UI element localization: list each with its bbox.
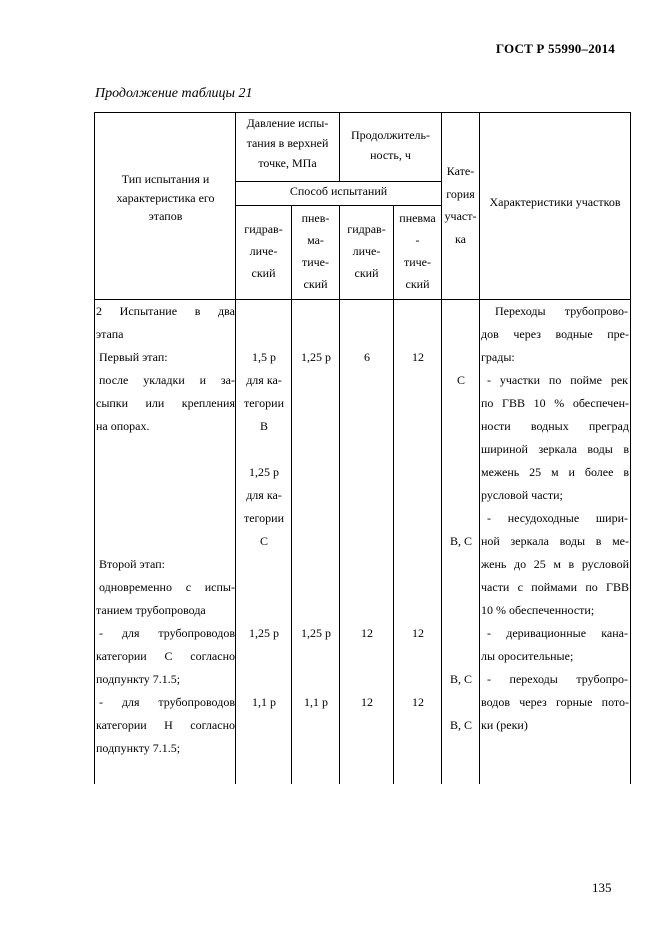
stage-two-item-h: подпункту 7.1.5;: [96, 741, 181, 755]
stage-two-item-h: категории Н согласно: [96, 718, 235, 732]
stage-two-item-h: - для трубопроводов: [99, 695, 235, 709]
stage-one-text: после укладки и за-: [99, 373, 235, 387]
header-test-method: Способ испытаний: [289, 184, 388, 198]
stage-one-label: Первый этап:: [99, 350, 168, 364]
header-test-type: Тип испытания и характеристика его этапов: [116, 172, 215, 223]
category-value: В, С: [449, 718, 472, 732]
header-duration: Продолжитель- ность, ч: [351, 128, 430, 162]
characteristics-text: - переходы трубопро-: [487, 672, 628, 686]
duration-hydraulic-value: 12: [361, 695, 373, 709]
header-pressure-hydraulic: гидрав- личе- ский: [244, 222, 283, 280]
stage-two-text: одновременно с испы-: [99, 580, 235, 594]
pressure-hydraulic-note: тегории: [243, 511, 285, 525]
characteristics-text: по ГВВ 10 % обеспечен-: [481, 396, 629, 410]
header-pressure: Давление испы- тания в верхней точке, МПа: [246, 116, 329, 170]
characteristics-text: лы оросительные;: [481, 649, 574, 663]
characteristics-text: грады:: [481, 350, 515, 364]
duration-hydraulic-value: 6: [364, 350, 370, 364]
page-number: 135: [592, 880, 612, 895]
pressure-hydraulic-note: для ка-: [246, 488, 282, 502]
pressure-hydraulic-note: для ка-: [246, 373, 282, 387]
stage-two-text: танием трубопровода: [96, 603, 206, 617]
characteristics-text: - деривационные кана-: [487, 626, 628, 640]
characteristics-text: русловой части;: [481, 488, 563, 502]
header-duration-hydraulic: гидрав- личе- ский: [347, 222, 386, 280]
stage-two-item-c: подпункту 7.1.5;: [96, 672, 181, 686]
pressure-pneumatic-value: 1,25 р: [301, 350, 331, 364]
characteristics-text: межень 25 м и более в: [481, 465, 629, 479]
characteristics-text: части с поймами по ГВВ: [481, 580, 629, 594]
characteristics-text: жень до 25 м в русловой: [481, 557, 629, 571]
characteristics-text: 10 % обеспеченности;: [481, 603, 595, 617]
pressure-hydraulic-value: 1,25 р: [249, 465, 279, 479]
pressure-hydraulic-note: С: [259, 534, 268, 548]
stage-two-item-c: категории С согласно: [96, 649, 235, 663]
stage-two-item-c: - для трубопроводов: [99, 626, 235, 640]
header-category: Кате- гория участ- ка: [444, 164, 477, 246]
characteristics-text: Переходы трубопрово-: [495, 304, 628, 318]
category-value: В, С: [449, 672, 472, 686]
stage-one-text: сыпки или крепления: [96, 396, 235, 410]
pressure-hydraulic-note: тегории: [243, 396, 285, 410]
pressure-hydraulic-note: В: [259, 419, 268, 433]
duration-hydraulic-value: 12: [361, 626, 373, 640]
characteristics-text: дов через водные пре-: [481, 327, 629, 341]
characteristics-text: ной зеркала воды в ме-: [481, 534, 629, 548]
stage-two-label: Второй этап:: [99, 557, 165, 571]
duration-pneumatic-value: 12: [412, 695, 424, 709]
pressure-hydraulic-value: 1,1 р: [252, 695, 276, 709]
category-value: В, С: [449, 534, 472, 548]
header-duration-pneumatic: пневма - тиче- ский: [399, 211, 436, 291]
stage-one-text: на опорах.: [96, 419, 150, 433]
pressure-pneumatic-value: 1,25 р: [301, 626, 331, 640]
category-value: С: [456, 373, 465, 387]
characteristics-text: - участки по пойме рек: [487, 373, 628, 387]
duration-pneumatic-value: 12: [412, 626, 424, 640]
characteristics-text: - несудоходные шири-: [487, 511, 628, 525]
pressure-hydraulic-value: 1,5 р: [252, 350, 276, 364]
document-id: ГОСТ Р 55990–2014: [495, 41, 615, 56]
pressure-pneumatic-value: 1,1 р: [304, 695, 328, 709]
header-pressure-pneumatic: пнев- ма- тиче- ский: [301, 211, 330, 291]
characteristics-text: шириной зеркала воды в: [481, 442, 629, 456]
test-type-title-cont: этапа: [96, 327, 124, 341]
characteristics-text: ности водных преград: [481, 419, 629, 433]
characteristics-text: ки (реки): [481, 718, 528, 732]
characteristics-text: водов через горные пото-: [481, 695, 629, 709]
table-caption: Продолжение таблицы 21: [95, 86, 253, 101]
pressure-hydraulic-value: 1,25 р: [249, 626, 279, 640]
duration-pneumatic-value: 12: [412, 350, 424, 364]
header-characteristics: Характеристики участков: [489, 195, 621, 209]
test-type-title: 2 Испытание в два: [96, 304, 235, 318]
